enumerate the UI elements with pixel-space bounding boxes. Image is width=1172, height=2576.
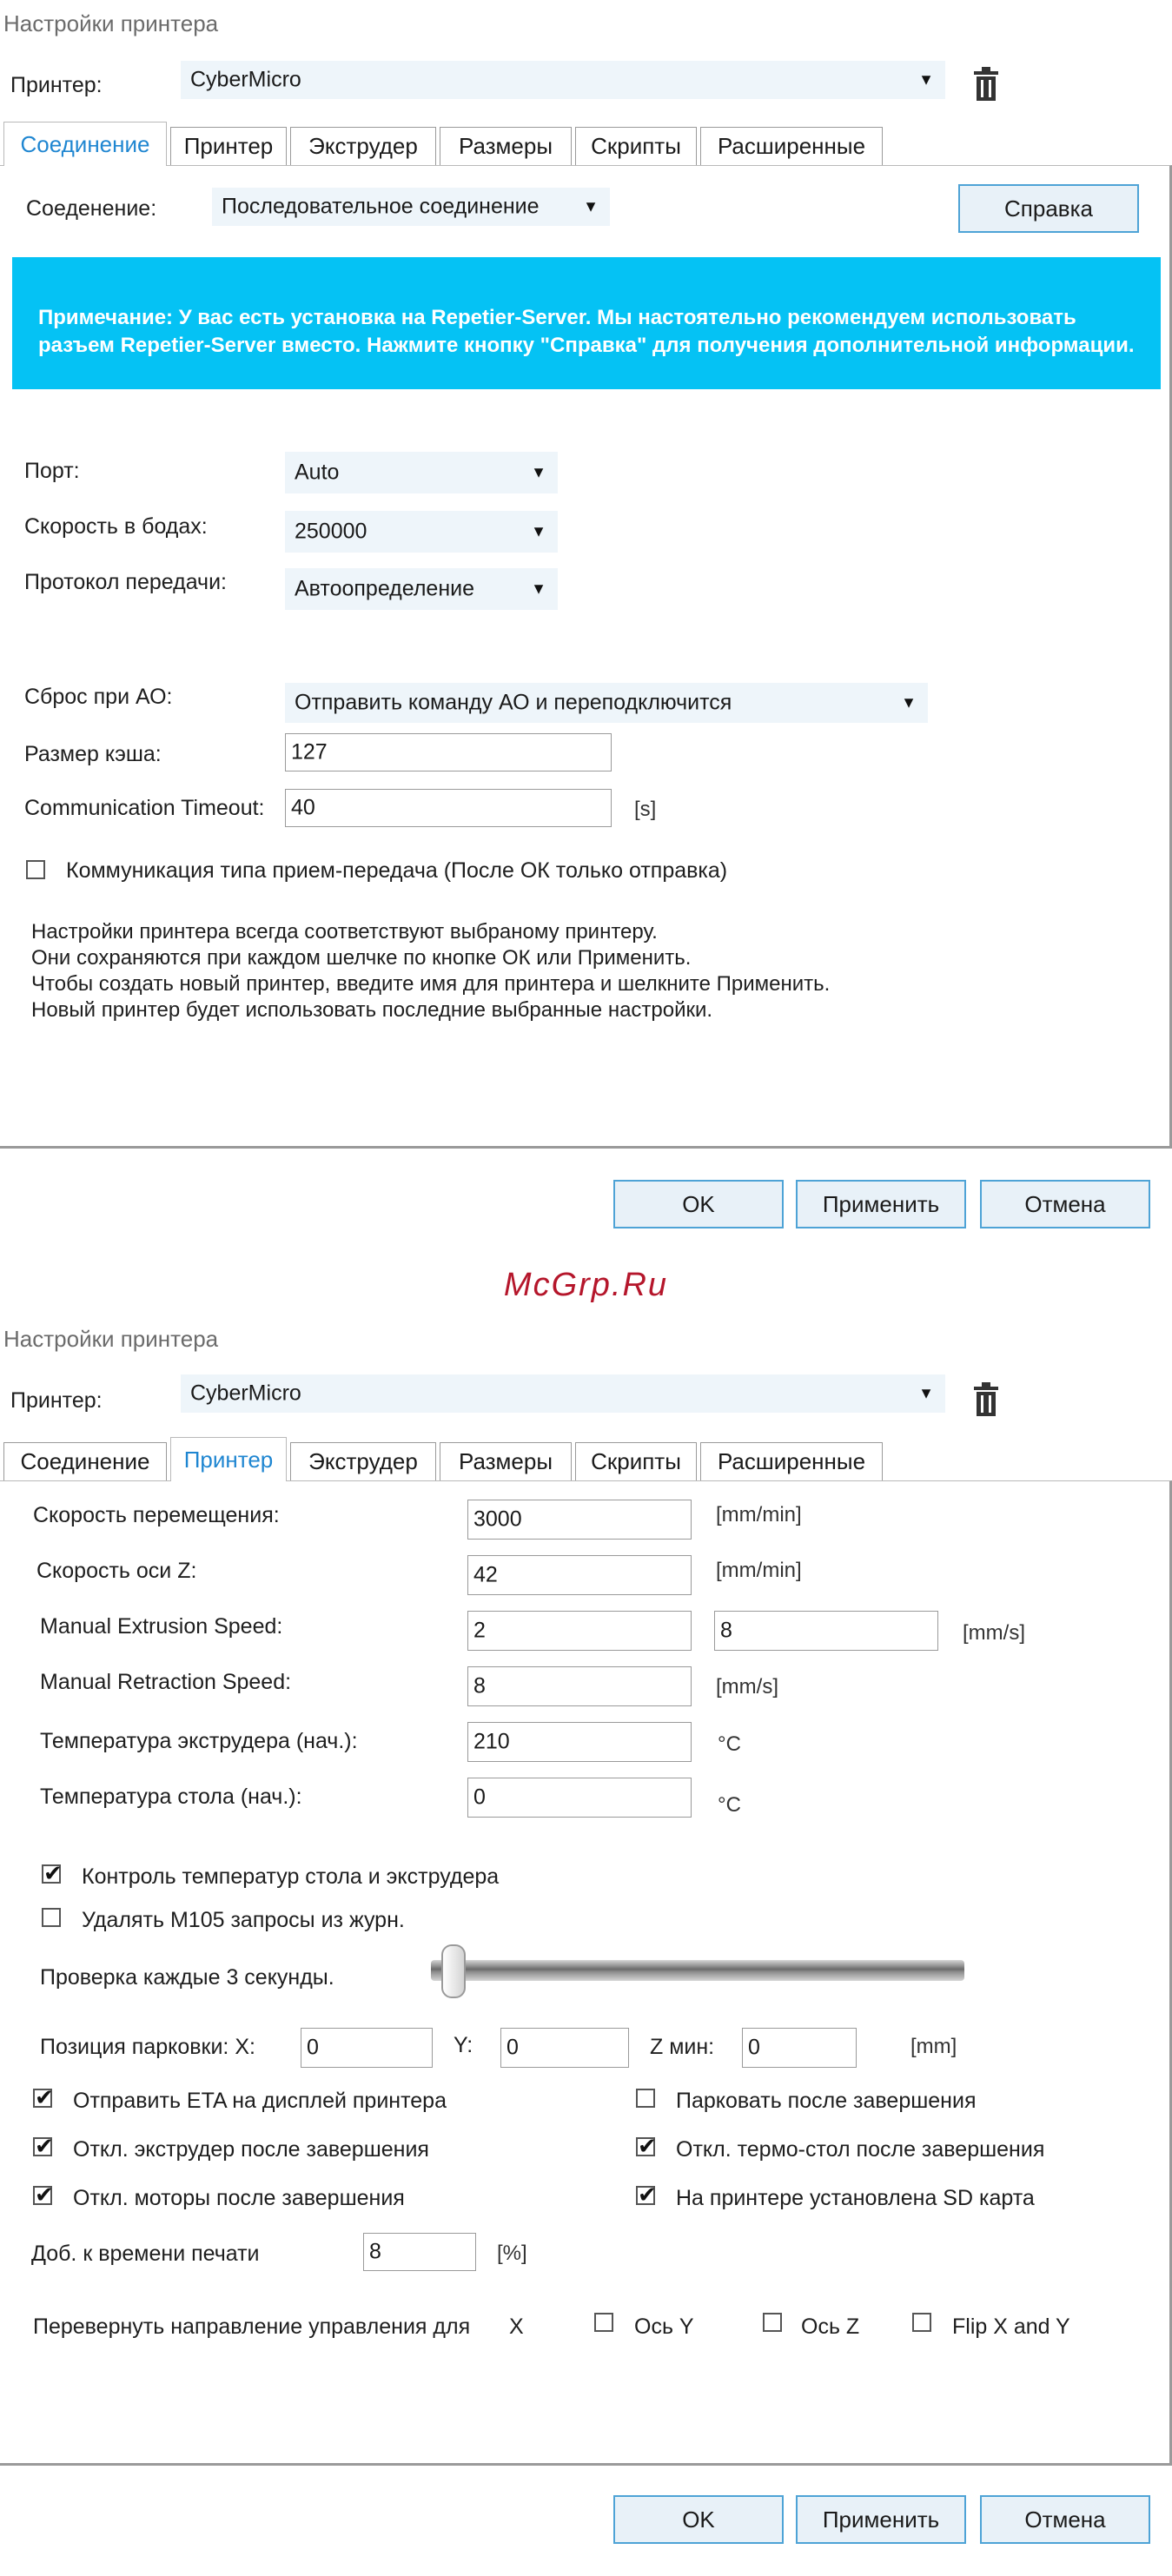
notice-banner <box>12 257 1161 389</box>
baud-value: 250000 <box>295 519 367 544</box>
invert-label: Перевернуть направление управления для <box>33 2314 471 2339</box>
bed-temp-label: Температура стола (нач.): <box>40 1785 302 1809</box>
trash-icon[interactable] <box>969 66 1003 104</box>
trash-icon[interactable] <box>969 1381 1003 1420</box>
cancel-button[interactable]: Отмена <box>980 1180 1150 1228</box>
window-title: Настройки принтера <box>3 1326 219 1352</box>
retraction-value: 8 <box>473 1673 486 1699</box>
add-time-label: Доб. к времени печати <box>31 2242 260 2266</box>
tab-dimensions[interactable]: Размеры <box>440 1442 572 1480</box>
extrusion-unit: [mm/s] <box>963 1621 1025 1645</box>
apply-button[interactable]: Применить <box>796 2495 966 2544</box>
connection-select[interactable] <box>212 188 610 226</box>
ok-button[interactable]: OK <box>613 1180 784 1228</box>
park-z-label: Z мин: <box>650 2035 715 2059</box>
ext-temp-unit: °C <box>718 1732 741 1756</box>
pingpong-label: Коммуникация типа прием-передача (После ОК только отправка) <box>66 858 728 883</box>
bed-off-checkbox[interactable] <box>636 2137 655 2156</box>
port-value: Auto <box>295 460 340 485</box>
connection-label: Соеденение: <box>26 196 157 221</box>
z-speed-input[interactable] <box>467 1555 692 1595</box>
help-button[interactable]: Справка <box>958 184 1139 233</box>
motors-off-label: Откл. моторы после завершения <box>73 2186 405 2210</box>
bed-off-label: Откл. термо-стол после завершения <box>676 2137 1045 2162</box>
add-time-value: 8 <box>369 2239 381 2264</box>
timeout-value: 40 <box>291 795 315 820</box>
tab-connection[interactable]: Соединение <box>3 1442 167 1480</box>
tab-advanced[interactable]: Расширенные <box>700 127 883 165</box>
ext-off-checkbox[interactable] <box>33 2137 52 2156</box>
park-y-value: 0 <box>507 2035 519 2060</box>
send-eta-label: Отправить ETA на дисплей принтера <box>73 2089 447 2113</box>
park-label: Позиция парковки: X: <box>40 2035 255 2059</box>
info-line: Они сохраняются при каждом шелчке по кнопке ОК или Применить. <box>31 946 692 970</box>
invert-z-checkbox[interactable] <box>763 2313 782 2332</box>
tab-scripts[interactable]: Скрипты <box>575 127 697 165</box>
baud-select[interactable] <box>285 511 558 553</box>
check-interval-slider-thumb[interactable] <box>441 1944 466 1998</box>
pingpong-checkbox[interactable] <box>26 860 45 879</box>
bed-temp-value: 0 <box>473 1785 486 1810</box>
z-speed-value: 42 <box>473 1562 498 1587</box>
park-z-value: 0 <box>748 2035 760 2060</box>
protocol-value: Автоопределение <box>295 576 475 601</box>
ext-off-label: Откл. экструдер после завершения <box>73 2137 429 2162</box>
cache-value: 127 <box>291 739 328 765</box>
cache-input[interactable] <box>285 733 612 771</box>
invert-x-label: X <box>509 2314 524 2339</box>
tab-printer[interactable]: Принтер <box>170 127 287 165</box>
apply-button[interactable]: Применить <box>796 1180 966 1228</box>
park-y-label: Y: <box>454 2033 473 2057</box>
tab-bar <box>0 1437 1172 1480</box>
timeout-unit: [s] <box>634 798 657 821</box>
ok-button[interactable]: OK <box>613 2495 784 2544</box>
park-after-label: Парковать после завершения <box>676 2089 977 2113</box>
info-line: Настройки принтера всегда соответствуют выбраному принтеру. <box>31 920 658 944</box>
port-select[interactable] <box>285 452 558 493</box>
flip-xy-label: Flip X and Y <box>952 2314 1070 2339</box>
chevron-down-icon: ▼ <box>531 579 546 598</box>
park-x-value: 0 <box>307 2035 319 2060</box>
protocol-label: Протокол передачи: <box>24 570 227 594</box>
chevron-down-icon: ▼ <box>901 693 917 712</box>
protocol-select[interactable] <box>285 568 558 610</box>
tab-connection[interactable]: Соединение <box>3 122 167 166</box>
cancel-button[interactable]: Отмена <box>980 2495 1150 2544</box>
add-time-input[interactable] <box>363 2233 476 2271</box>
park-unit: [mm] <box>910 2035 957 2058</box>
park-z-input[interactable] <box>742 2028 857 2068</box>
remove-m105-label: Удалять M105 запросы из журн. <box>82 1908 405 1932</box>
chevron-down-icon: ▼ <box>531 522 546 540</box>
ext-temp-value: 210 <box>473 1729 510 1754</box>
port-label: Порт: <box>24 459 80 483</box>
extrusion-input[interactable] <box>467 1611 692 1651</box>
reset-value: Отправить команду АО и переподключится <box>295 690 732 715</box>
tab-dimensions[interactable]: Размеры <box>440 127 572 165</box>
info-line: Чтобы создать новый принтер, введите имя для принтера и шелкните Применить. <box>31 972 831 996</box>
printer-label: Принтер: <box>10 73 103 97</box>
retraction-unit: [mm/s] <box>716 1675 778 1699</box>
notice-text: Примечание: У вас есть установка на Repetier-Server. Мы настоятельно рекомендуем использовать разъем Repetier-Server вместо. Нажмите кнопку "Справка" для получения дополнительной информации. <box>38 306 1135 357</box>
extrusion-value: 2 <box>473 1618 486 1643</box>
flip-xy-checkbox[interactable] <box>912 2313 931 2332</box>
sd-card-checkbox[interactable] <box>636 2186 655 2205</box>
bed-temp-unit: °C <box>718 1793 741 1817</box>
printer-select[interactable] <box>181 61 945 99</box>
sd-card-label: На принтере установлена SD карта <box>676 2186 1035 2210</box>
ext-temp-label: Температура экструдера (нач.): <box>40 1729 358 1753</box>
temp-control-label: Контроль температур стола и экструдера <box>82 1864 500 1889</box>
baud-label: Скорость в бодах: <box>24 514 208 539</box>
invert-y-label: Ось Y <box>634 2314 694 2339</box>
reset-select[interactable] <box>285 683 928 723</box>
timeout-label: Communication Timeout: <box>24 796 265 820</box>
park-x-input[interactable] <box>301 2028 433 2068</box>
info-line: Новый принтер будет использовать последние выбранные настройки. <box>31 998 713 1022</box>
ext-temp-input[interactable] <box>467 1722 692 1762</box>
watermark: McGrp.Ru <box>503 1267 669 1303</box>
printer-value: CyberMicro <box>190 1381 301 1406</box>
retraction-label: Manual Retraction Speed: <box>40 1670 292 1694</box>
extrusion-value-2: 8 <box>720 1618 732 1643</box>
invert-y-checkbox[interactable] <box>594 2313 613 2332</box>
timeout-input[interactable] <box>285 789 612 827</box>
retraction-input[interactable] <box>467 1666 692 1706</box>
park-y-input[interactable] <box>500 2028 629 2068</box>
check-interval-slider-track[interactable] <box>431 1960 964 1981</box>
check-every-label: Проверка каждые 3 секунды. <box>40 1965 334 1990</box>
z-speed-label: Скорость оси Z: <box>36 1559 197 1583</box>
send-eta-checkbox[interactable] <box>33 2089 52 2108</box>
chevron-down-icon: ▼ <box>918 70 934 89</box>
tab-bar <box>0 122 1172 165</box>
printer-value: CyberMicro <box>190 67 301 92</box>
tab-printer[interactable]: Принтер <box>170 1437 287 1481</box>
add-time-unit: [%] <box>497 2242 527 2265</box>
tab-scripts[interactable]: Скрипты <box>575 1442 697 1480</box>
cache-label: Размер кэша: <box>24 742 162 766</box>
move-speed-value: 3000 <box>473 1507 522 1532</box>
tab-extruder[interactable]: Экструдер <box>290 1442 436 1480</box>
remove-m105-checkbox[interactable] <box>42 1908 61 1927</box>
tab-advanced[interactable]: Расширенные <box>700 1442 883 1480</box>
bed-temp-input[interactable] <box>467 1778 692 1818</box>
temp-control-checkbox[interactable] <box>42 1864 61 1884</box>
info-text <box>31 919 830 1023</box>
park-after-checkbox[interactable] <box>636 2089 655 2108</box>
invert-z-label: Ось Z <box>801 2314 860 2339</box>
printer-select[interactable] <box>181 1374 945 1413</box>
z-speed-unit: [mm/min] <box>716 1559 802 1582</box>
motors-off-checkbox[interactable] <box>33 2186 52 2205</box>
extrusion-input-2[interactable] <box>714 1611 938 1651</box>
connection-value: Последовательное соединение <box>222 194 540 219</box>
extrusion-label: Manual Extrusion Speed: <box>40 1614 283 1639</box>
move-speed-input[interactable] <box>467 1500 692 1540</box>
move-speed-label: Скорость перемещения: <box>33 1503 280 1527</box>
window-title: Настройки принтера <box>3 10 219 36</box>
chevron-down-icon: ▼ <box>918 1384 934 1402</box>
tab-extruder[interactable]: Экструдер <box>290 127 436 165</box>
reset-label: Сброс при АО: <box>24 685 173 709</box>
chevron-down-icon: ▼ <box>583 197 599 215</box>
chevron-down-icon: ▼ <box>531 463 546 481</box>
printer-label: Принтер: <box>10 1388 103 1413</box>
move-speed-unit: [mm/min] <box>716 1503 802 1526</box>
